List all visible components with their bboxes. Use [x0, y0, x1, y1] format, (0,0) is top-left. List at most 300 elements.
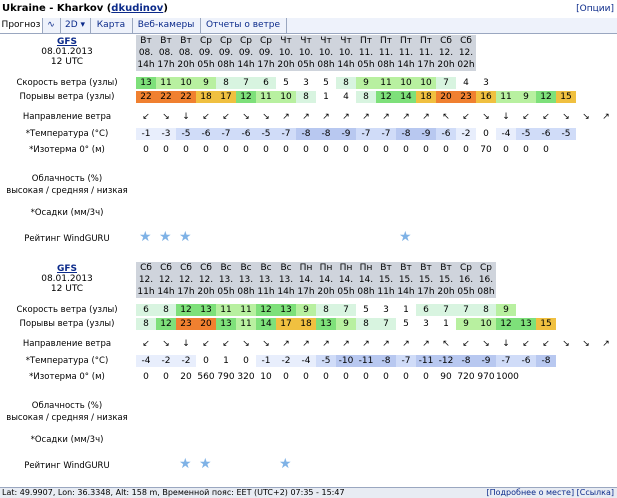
wind-dir-icon: ↗	[282, 339, 290, 349]
cell-temp: -9	[416, 128, 436, 140]
location-info: Lat: 49.9907, Lon: 36.3348, Alt: 158 m, Временной пояс: EET (UTC+2) 07:35 - 15:47	[2, 488, 345, 497]
label-wind: Скорость ветра (узлы)	[16, 78, 118, 88]
wind-dir-icon: ↗	[402, 112, 410, 122]
cell-wind: 3	[296, 77, 316, 89]
status-bar	[0, 487, 617, 498]
header-cell: 10.	[276, 47, 297, 59]
cell-temp: -1	[256, 355, 276, 367]
cell-gust: 11	[256, 91, 276, 103]
header-cell: 13.	[216, 274, 237, 286]
wind-dir-icon: ↘	[482, 339, 490, 349]
cell-temp: -4	[136, 355, 156, 367]
cell-gust: 11	[496, 91, 516, 103]
header-cell: 13.	[276, 274, 297, 286]
header-cell: Сб	[436, 35, 457, 47]
cell-iso: 0	[223, 145, 229, 155]
header-cell: 09.	[196, 47, 217, 59]
cell-temp: -1	[136, 128, 156, 140]
header-cell: 05h	[216, 286, 237, 298]
status-links[interactable]: [Подробнее о месте] [Ссылка]	[486, 488, 614, 497]
cell-gust: 13	[216, 318, 236, 330]
title-bar	[0, 0, 617, 19]
header-cell: Ср	[236, 35, 257, 47]
header-cell: Вт	[376, 262, 397, 274]
label-rain: *Осадки (мм/3ч)	[30, 435, 104, 445]
header-cell: 09.	[256, 47, 277, 59]
header-cell: Ср	[216, 35, 237, 47]
header-cell: 10.	[296, 47, 317, 59]
header-cell: 02h	[456, 59, 477, 71]
header-cell: 08h	[476, 286, 497, 298]
header-cell: Вс	[276, 262, 297, 274]
cell-iso: 20	[180, 372, 192, 382]
wind-dir-icon: ↗	[322, 112, 330, 122]
header-cell: 11.	[356, 47, 377, 59]
cell-temp: -6	[196, 128, 216, 140]
cell-temp: -7	[216, 128, 236, 140]
wind-dir-icon: ↗	[302, 112, 310, 122]
cell-temp: -6	[436, 128, 456, 140]
cell-iso: 0	[523, 145, 529, 155]
wind-dir-icon: ↘	[262, 339, 270, 349]
header-cell: 05h	[356, 59, 377, 71]
cell-iso: 0	[383, 372, 389, 382]
header-cell: 17h	[176, 286, 197, 298]
cell-wind: 6	[256, 77, 276, 89]
cell-iso: 10	[260, 372, 272, 382]
wind-dir-icon: ↘	[262, 112, 270, 122]
cell-gust: 15	[536, 318, 556, 330]
tab-2d[interactable]: 2D ▾	[60, 18, 91, 33]
cell-temp: -7	[396, 355, 416, 367]
wind-dir-icon: ↗	[602, 339, 610, 349]
header-cell: 14h	[336, 59, 357, 71]
cell-iso: 0	[163, 372, 169, 382]
cell-temp: 0	[236, 355, 256, 367]
wind-dir-icon: ↙	[522, 112, 530, 122]
cell-wind: 8	[156, 304, 176, 316]
wind-dir-icon: ↗	[422, 339, 430, 349]
header-cell: 12.	[176, 274, 197, 286]
header-cell: 17h	[156, 59, 177, 71]
wind-dir-icon: ↗	[322, 339, 330, 349]
cell-wind: 11	[216, 304, 236, 316]
cell-gust: 10	[276, 91, 296, 103]
wind-dir-icon: ↗	[402, 339, 410, 349]
cell-temp: -7	[376, 128, 396, 140]
cell-gust: 7	[376, 318, 396, 330]
header-cell: 08h	[316, 59, 337, 71]
wind-dir-icon: ↗	[342, 112, 350, 122]
cell-wind: 7	[436, 77, 456, 89]
cell-temp: -6	[516, 355, 536, 367]
tab-map[interactable]: Карта	[90, 18, 133, 33]
wind-dir-icon: ↓	[502, 339, 510, 349]
cell-gust: 13	[516, 318, 536, 330]
cell-wind: 5	[276, 77, 296, 89]
tab-bar	[0, 18, 617, 34]
cell-gust: 17	[276, 318, 296, 330]
wind-dir-icon: ↙	[202, 339, 210, 349]
cell-wind: 9	[356, 77, 376, 89]
cell-temp: -5	[516, 128, 536, 140]
cell-wind: 6	[136, 304, 156, 316]
header-cell: 14.	[296, 274, 317, 286]
header-cell: 12.	[456, 47, 477, 59]
header-cell: 11.	[416, 47, 437, 59]
cell-temp: -6	[536, 128, 556, 140]
cell-wind: 10	[416, 77, 436, 89]
cell-temp: -8	[376, 355, 396, 367]
cell-temp: 0	[476, 128, 496, 140]
header-cell: 14.	[316, 274, 337, 286]
label-iso: *Изотерма 0° (м)	[29, 372, 105, 382]
header-cell: Сб	[136, 262, 157, 274]
header-cell: 17h	[416, 59, 437, 71]
cell-gust: 12	[236, 91, 256, 103]
header-cell: Сб	[176, 262, 197, 274]
wind-dir-icon: ↘	[582, 339, 590, 349]
cell-gust: 20	[436, 91, 456, 103]
wind-dir-icon: ↙	[522, 339, 530, 349]
cell-wind: 11	[236, 304, 256, 316]
header-cell: Чт	[316, 35, 337, 47]
label-rating: Рейтинг WindGURU	[24, 461, 110, 471]
cell-wind: 1	[396, 304, 416, 316]
header-cell: 05h	[296, 59, 317, 71]
cell-wind: 9	[196, 77, 216, 89]
wind-dir-icon: ↙	[142, 339, 150, 349]
wind-dir-icon: ↙	[142, 112, 150, 122]
cell-wind: 7	[436, 304, 456, 316]
cell-wind: 8	[316, 304, 336, 316]
wind-dir-icon: ↗	[282, 112, 290, 122]
cell-temp: -7	[356, 128, 376, 140]
cell-temp: -2	[456, 128, 476, 140]
cell-wind: 8	[476, 304, 496, 316]
cell-gust: 17	[216, 91, 236, 103]
cell-iso: 790	[217, 372, 235, 382]
cell-wind: 4	[456, 77, 476, 89]
header-cell: 11.	[396, 47, 417, 59]
cell-temp: -2	[176, 355, 196, 367]
cell-temp: -7	[496, 355, 516, 367]
label-gust: Порывы ветра (узлы)	[19, 92, 115, 102]
header-cell: 08h	[376, 59, 397, 71]
header-cell: 08h	[216, 59, 237, 71]
model-link[interactable]: GFS	[56, 264, 78, 274]
wind-dir-icon: ↗	[302, 339, 310, 349]
cell-iso: 0	[303, 372, 309, 382]
header-cell: 15.	[436, 274, 457, 286]
rating-star-icon: ★	[139, 229, 152, 245]
cell-temp: -4	[296, 355, 316, 367]
header-cell: 14h	[396, 286, 417, 298]
label-temp: *Температура (°C)	[25, 129, 109, 139]
header-cell: 20h	[436, 286, 457, 298]
cell-iso: 0	[323, 372, 329, 382]
cell-iso: 970	[477, 372, 495, 382]
header-cell: 12.	[136, 274, 157, 286]
cell-iso: 70	[480, 145, 492, 155]
cell-temp: -6	[236, 128, 256, 140]
wind-dir-icon: ↗	[362, 112, 370, 122]
header-cell: 08h	[236, 286, 257, 298]
header-cell: 14.	[336, 274, 357, 286]
cell-iso: 0	[143, 372, 149, 382]
header-cell: 08.	[176, 47, 197, 59]
tab-reports[interactable]: Отчеты о ветре	[200, 18, 287, 33]
wind-dir-icon: ↘	[162, 112, 170, 122]
cell-gust: 11	[236, 318, 256, 330]
cell-wind: 13	[196, 304, 216, 316]
model-link[interactable]: GFS	[56, 37, 78, 47]
header-cell: Чт	[296, 35, 317, 47]
header-cell: 17h	[416, 286, 437, 298]
header-cell: 20h	[176, 59, 197, 71]
header-cell: Вт	[136, 35, 157, 47]
cell-iso: 0	[143, 145, 149, 155]
cell-gust: 9	[456, 318, 476, 330]
cell-wind: 10	[176, 77, 196, 89]
wind-dir-icon: ↖	[442, 112, 450, 122]
rating-star-icon: ★	[399, 229, 412, 245]
header-cell: 14h	[276, 286, 297, 298]
cell-temp: -2	[156, 355, 176, 367]
cell-temp: -5	[176, 128, 196, 140]
header-cell: 05h	[196, 59, 217, 71]
cell-wind: 10	[396, 77, 416, 89]
header-cell: Вс	[236, 262, 257, 274]
cell-iso: 0	[163, 145, 169, 155]
header-cell: 12.	[156, 274, 177, 286]
header-cell: 09.	[236, 47, 257, 59]
cell-wind: 13	[136, 77, 156, 89]
cell-gust: 3	[416, 318, 436, 330]
header-cell: 13.	[256, 274, 277, 286]
cell-temp: -12	[436, 355, 456, 367]
cell-iso: 0	[243, 145, 249, 155]
header-cell: 08.	[156, 47, 177, 59]
wind-dir-icon: ↘	[562, 112, 570, 122]
cell-iso: 0	[283, 145, 289, 155]
header-cell: 10.	[336, 47, 357, 59]
cell-temp: -8	[396, 128, 416, 140]
cell-gust: 14	[396, 91, 416, 103]
header-cell: Сб	[156, 262, 177, 274]
wind-dir-icon: ↙	[542, 112, 550, 122]
wind-dir-icon: ↗	[382, 112, 390, 122]
wind-dir-icon: ↓	[502, 112, 510, 122]
header-cell: 20h	[276, 59, 297, 71]
cell-gust: 12	[536, 91, 556, 103]
header-cell: 13.	[236, 274, 257, 286]
header-cell: 16.	[456, 274, 477, 286]
header-cell: Вт	[176, 35, 197, 47]
header-cell: 20h	[196, 286, 217, 298]
label-temp: *Температура (°C)	[25, 356, 109, 366]
cell-iso: 0	[183, 145, 189, 155]
cell-iso: 1000	[496, 372, 519, 382]
header-cell: 09.	[216, 47, 237, 59]
header-cell: 12.	[196, 274, 217, 286]
rating-star-icon: ★	[159, 229, 172, 245]
cell-gust: 23	[456, 91, 476, 103]
cell-iso: 0	[463, 145, 469, 155]
cell-wind: 3	[476, 77, 496, 89]
options-link[interactable]: [Опции]	[576, 4, 614, 14]
header-cell: Ср	[256, 35, 277, 47]
wind-dir-icon: ↗	[382, 339, 390, 349]
wind-dir-icon: ↘	[242, 112, 250, 122]
tab-graph-icon[interactable]: ∿	[42, 18, 61, 33]
header-cell: Вт	[416, 262, 437, 274]
label-cloud: Облачность (%) высокая / средняя / низкая	[6, 401, 128, 423]
cell-wind: 13	[276, 304, 296, 316]
header-cell: 14h	[396, 59, 417, 71]
cell-temp: -8	[456, 355, 476, 367]
cell-iso: 0	[403, 372, 409, 382]
cell-gust: 16	[476, 91, 496, 103]
header-cell: 11.	[376, 47, 397, 59]
cell-gust: 22	[136, 91, 156, 103]
tab-webcams[interactable]: Веб-камеры	[132, 18, 201, 33]
header-cell: 20h	[436, 59, 457, 71]
wind-dir-icon: ↖	[442, 339, 450, 349]
header-cell: 08.	[136, 47, 157, 59]
label-iso: *Изотерма 0° (м)	[29, 145, 105, 155]
page-title: Ukraine - Kharkov (dkudinov)	[2, 3, 168, 14]
cell-wind: 7	[236, 77, 256, 89]
header-cell: Сб	[456, 35, 477, 47]
label-gust: Порывы ветра (узлы)	[19, 319, 115, 329]
cell-iso: 0	[403, 145, 409, 155]
label-dir: Направление ветра	[22, 339, 112, 349]
cell-temp: 1	[216, 355, 236, 367]
cell-gust: 10	[476, 318, 496, 330]
cell-wind: 7	[456, 304, 476, 316]
cell-temp: -9	[336, 128, 356, 140]
cell-temp: -8	[536, 355, 556, 367]
cell-gust: 18	[196, 91, 216, 103]
header-cell: 20h	[316, 286, 337, 298]
cell-gust: 12	[156, 318, 176, 330]
wind-dir-icon: ↘	[562, 339, 570, 349]
label-rain: *Осадки (мм/3ч)	[30, 208, 104, 218]
cell-gust: 9	[516, 91, 536, 103]
cell-wind: 3	[376, 304, 396, 316]
header-cell: 11h	[376, 286, 397, 298]
cell-wind: 8	[216, 77, 236, 89]
header-cell: 05h	[456, 286, 477, 298]
cell-temp: -10	[336, 355, 356, 367]
wind-dir-icon: ↗	[362, 339, 370, 349]
cell-iso: 0	[543, 145, 549, 155]
cell-temp: -3	[156, 128, 176, 140]
wind-dir-icon: ↗	[602, 112, 610, 122]
label-cloud: Облачность (%) высокая / средняя / низкая	[6, 174, 128, 196]
tab-forecast[interactable]: Прогноз	[0, 18, 43, 33]
header-cell: 14.	[356, 274, 377, 286]
header-cell: 12.	[436, 47, 457, 59]
cell-iso: 90	[440, 372, 452, 382]
header-cell: 08h	[356, 286, 377, 298]
cell-wind: 8	[336, 77, 356, 89]
cell-gust: 1	[316, 91, 336, 103]
wind-dir-icon: ↘	[582, 112, 590, 122]
wind-dir-icon: ↙	[542, 339, 550, 349]
cell-wind: 11	[376, 77, 396, 89]
rating-star-icon: ★	[199, 456, 212, 472]
header-cell: 16.	[476, 274, 497, 286]
header-cell: 15.	[416, 274, 437, 286]
cell-wind: 5	[316, 77, 336, 89]
cell-temp: -5	[556, 128, 576, 140]
cell-gust: 13	[316, 318, 336, 330]
user-link[interactable]: dkudinov	[111, 3, 164, 14]
cell-temp: -5	[256, 128, 276, 140]
rating-star-icon: ★	[179, 229, 192, 245]
header-cell: 11h	[256, 286, 277, 298]
header-cell: Ср	[456, 262, 477, 274]
cell-iso: 0	[363, 145, 369, 155]
cell-iso: 0	[503, 145, 509, 155]
cell-wind: 12	[256, 304, 276, 316]
cell-gust: 8	[356, 91, 376, 103]
header-cell: Пт	[356, 35, 377, 47]
header-cell: Пн	[316, 262, 337, 274]
cell-iso: 0	[343, 145, 349, 155]
header-cell: 14h	[136, 59, 157, 71]
header-cell: Пт	[396, 35, 417, 47]
wind-dir-icon: ↙	[222, 339, 230, 349]
header-cell: Вс	[256, 262, 277, 274]
cell-temp: -11	[416, 355, 436, 367]
cell-wind: 7	[336, 304, 356, 316]
cell-gust: 18	[416, 91, 436, 103]
cell-gust: 23	[176, 318, 196, 330]
header-cell: Вт	[396, 262, 417, 274]
cell-gust: 15	[556, 91, 576, 103]
cell-wind: 6	[416, 304, 436, 316]
header-cell: 11h	[136, 286, 157, 298]
cell-wind: 11	[156, 77, 176, 89]
header-cell: Чт	[276, 35, 297, 47]
header-cell: 14h	[236, 59, 257, 71]
cell-gust: 5	[396, 318, 416, 330]
cell-iso: 0	[203, 145, 209, 155]
header-cell: Ср	[196, 35, 217, 47]
cell-iso: 0	[323, 145, 329, 155]
cell-iso: 720	[457, 372, 475, 382]
cell-temp: -4	[496, 128, 516, 140]
header-cell: 17h	[256, 59, 277, 71]
cell-wind: 5	[356, 304, 376, 316]
cell-iso: 0	[283, 372, 289, 382]
label-dir: Направление ветра	[22, 112, 112, 122]
cell-temp: -5	[316, 355, 336, 367]
header-cell: Вт	[156, 35, 177, 47]
cell-temp: -7	[276, 128, 296, 140]
header-cell: Пн	[336, 262, 357, 274]
cell-wind: 9	[296, 304, 316, 316]
wind-dir-icon: ↘	[482, 112, 490, 122]
cell-gust: 8	[296, 91, 316, 103]
cell-wind: 12	[176, 304, 196, 316]
cell-gust: 1	[436, 318, 456, 330]
cell-gust: 22	[176, 91, 196, 103]
cell-iso: 0	[423, 372, 429, 382]
